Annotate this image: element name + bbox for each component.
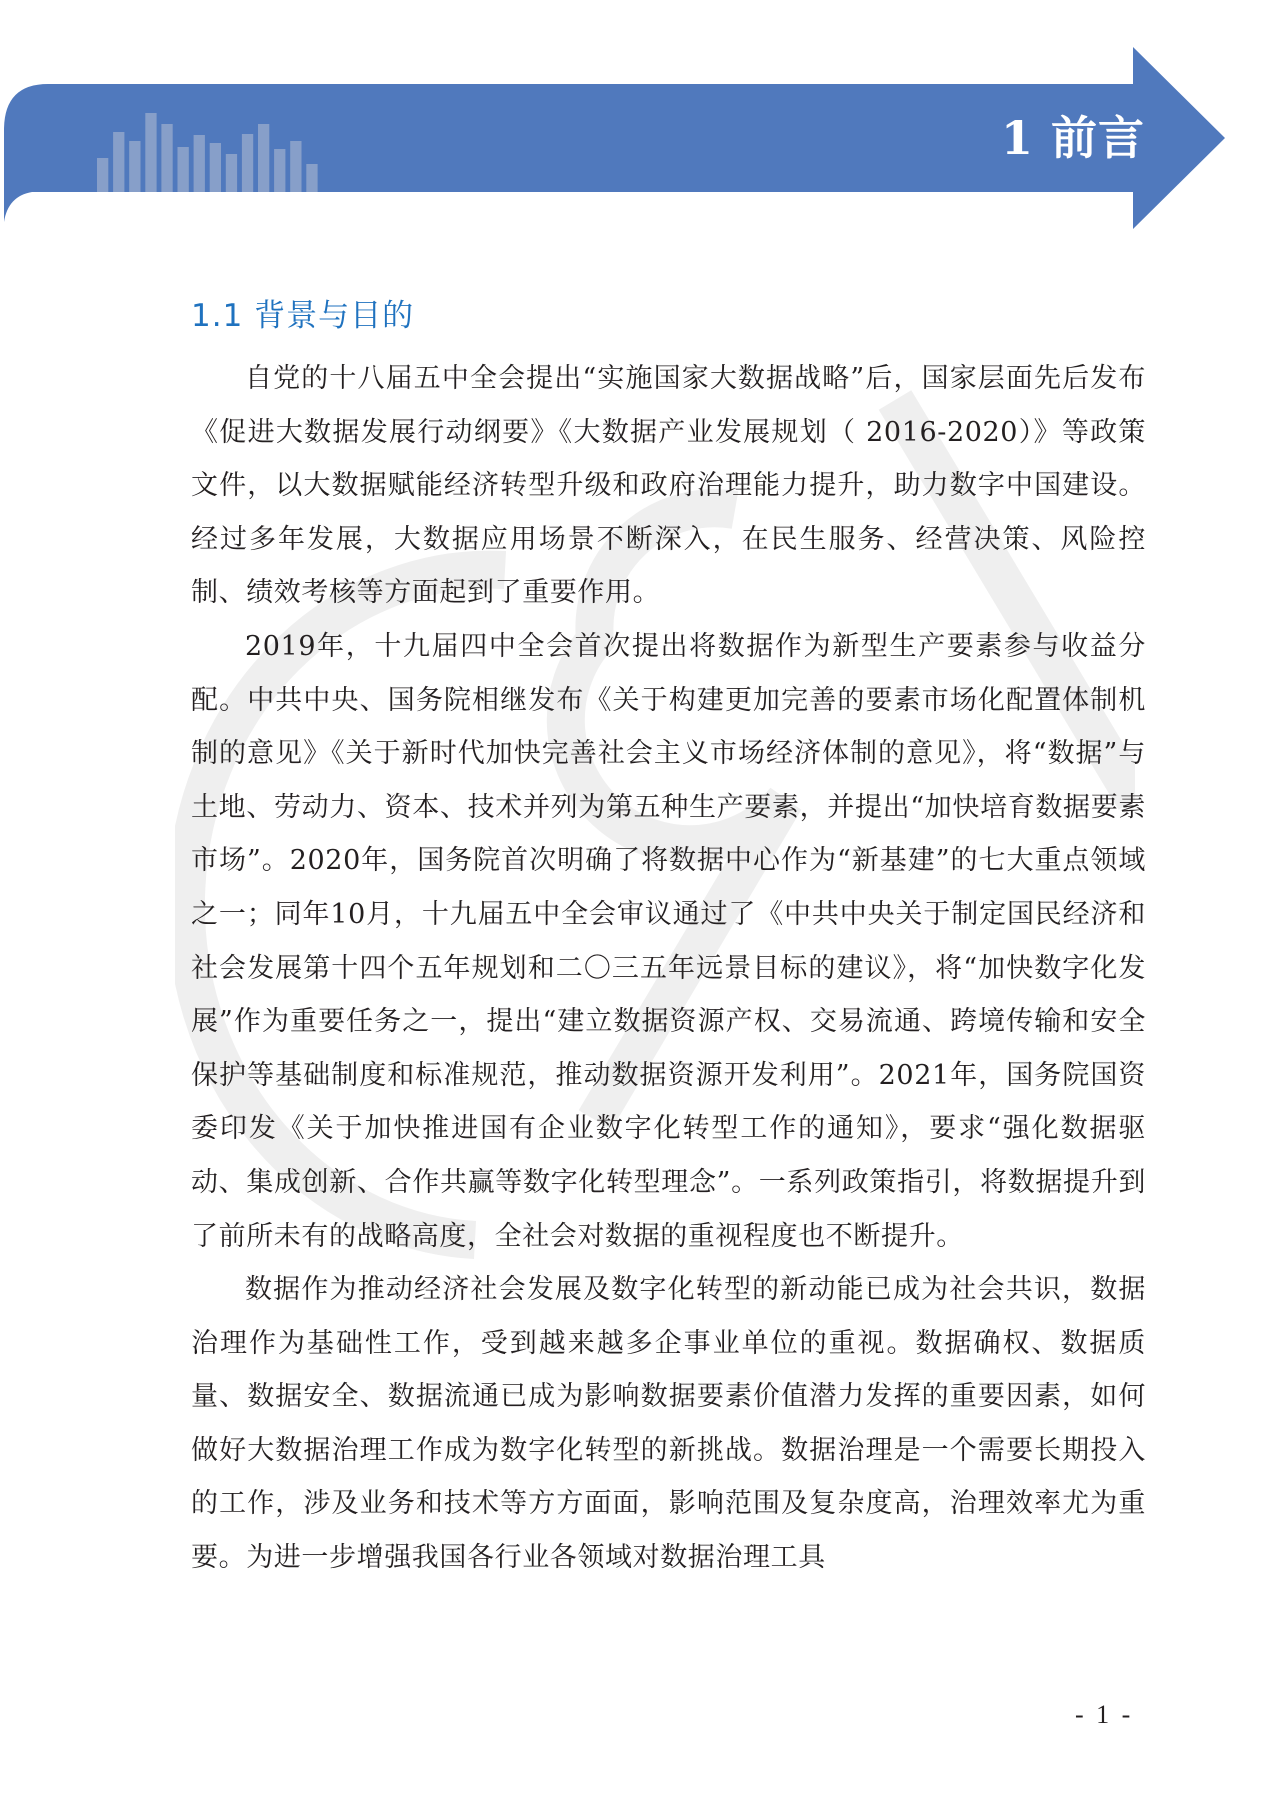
banner-bar	[129, 141, 140, 192]
paragraph-data-governance: 数据作为推动经济社会发展及数字化转型的新动能已成为社会共识，数据治理作为基础性工作，受到越来越多企事业单位的重视。数据确权、数据质量、数据安全、数据流通已成为影响数据要素价值潜力发挥的重要因素，如何做好大数据治理工作成为数字化转型的新挑战。数据治理是一个需要长期投入的工作，涉及业务和技术等方方面面，影响范围及复杂度高，治理效率尤为重要。为进一步增强我国各行业各领域对数据治理工具	[191, 1274, 1146, 1574]
banner-bar	[290, 141, 301, 192]
paragraph-policy-history: 2019年，十九届四中全会首次提出将数据作为新型生产要素参与收益分配。中共中央、国务院相继发布《关于构建更加完善的要素市场化配置体制机制的意见》《关于新时代加快完善社会主义市场经济体制的意见》，将“数据”与土地、劳动力、资本、技术并列为第五种生产要素，并提出“加快培育数据要素市场”。2020年，国务院首次明确了将数据中心作为“新基建”的七大重点领域之一；同年10月，十九届五中全会审议通过了《中共中央关于制定国民经济和社会发展第十四个五年规划和二〇三五年远景目标的建议》，将“加快数字化发展”作为重要任务之一，提出“建立数据资源产权、交易流通、跨境传输和安全保护等基础制度和标准规范，推动数据资源开发利用”。2021年，国务院国资委印发《关于加快推进国有企业数字化转型工作的通知》，要求“强化数据驱动、集成创新、合作共赢等数字化转型理念”。一系列政策指引，将数据提升到了前所未有的战略高度，全社会对数据的重视程度也不断提升。	[191, 630, 1146, 1252]
paragraph-background-1: 自党的十八届五中全会提出“实施国家大数据战略”后，国家层面先后发布《促进大数据发展行动纲要》《大数据产业发展规划（ 2016-2020）》等政策文件，以大数据赋能经济转型升级和政府治理能力提升，助力数字中国建设。经过多年发展，大数据应用场景不断深入，在民生服务、经营决策、风险控制、绩效考核等方面起到了重要作用。	[191, 363, 1146, 609]
banner-bar	[97, 158, 108, 192]
banner-bar	[306, 164, 317, 192]
banner-bar	[242, 134, 253, 192]
document-body	[191, 290, 1146, 1585]
banner-bar	[274, 149, 285, 192]
banner-bar	[210, 143, 221, 192]
banner-bar	[161, 124, 172, 192]
banner-bar	[226, 154, 237, 192]
banner-bar	[258, 124, 269, 192]
page-number: - 1 -	[1075, 1700, 1134, 1729]
banner-bar	[194, 135, 205, 192]
section-heading: 1.1 背景与目的	[191, 298, 415, 334]
banner-bar	[113, 132, 124, 192]
banner-bar	[178, 147, 189, 192]
chapter-banner	[0, 0, 1285, 240]
chapter-title: 1 前言	[1000, 111, 1145, 165]
banner-bar	[145, 113, 156, 192]
